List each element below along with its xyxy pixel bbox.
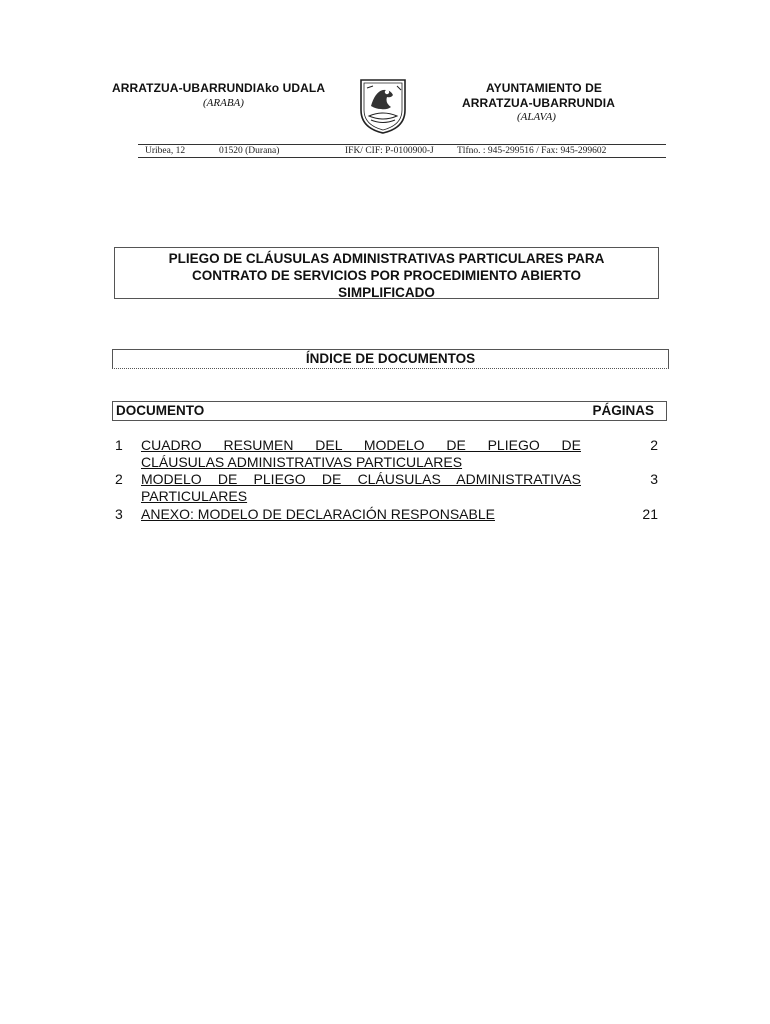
header-bottom-rule: [138, 157, 666, 158]
row-text-line: MODELO DE PLIEGO DE CLÁUSULAS ADMINISTRATIVAS: [141, 471, 581, 487]
row-text-line: PARTICULARES: [141, 488, 248, 504]
header-top-rule: [138, 144, 666, 145]
row-number: 2: [115, 471, 123, 487]
document-title-box: [114, 247, 659, 299]
municipality-name-spanish: ARRATZUA-UBARRUNDIA: [462, 96, 615, 110]
column-document: DOCUMENTO: [116, 403, 205, 418]
row-document-link[interactable]: [141, 437, 581, 471]
row-number: 3: [115, 506, 123, 522]
city-council-heading: AYUNTAMIENTO DE: [486, 81, 602, 95]
row-page: 21: [642, 506, 658, 522]
province-name-spanish: (ALAVA): [517, 111, 556, 123]
title-line-2: CONTRATO DE SERVICIOS POR PROCEDIMIENTO ABIERTO: [191, 268, 582, 283]
row-document-link[interactable]: [141, 506, 581, 523]
address-phone-fax: Tlfno. : 945-299516 / Fax: 945-299602: [457, 146, 607, 156]
coat-of-arms-logo: [357, 76, 409, 136]
row-text-line: CUADRO RESUMEN DEL MODELO DE PLIEGO DE: [141, 437, 581, 453]
index-heading: ÍNDICE DE DOCUMENTOS: [112, 349, 669, 369]
title-line-1: PLIEGO DE CLÁUSULAS ADMINISTRATIVAS PARTICULARES PARA: [168, 251, 605, 266]
column-pages: PÁGINAS: [592, 403, 654, 418]
province-name-basque: (ARABA): [203, 97, 244, 109]
row-text-line: CLÁUSULAS ADMINISTRATIVAS PARTICULARES: [141, 454, 463, 470]
address-street: Uribea, 12: [145, 146, 186, 156]
municipality-name-basque: ARRATZUA-UBARRUNDIAko UDALA: [112, 81, 326, 95]
row-document-link[interactable]: [141, 471, 581, 505]
index-column-header: [112, 401, 667, 421]
row-page: 2: [650, 437, 658, 453]
row-text-line: ANEXO: MODELO DE DECLARACIÓN RESPONSABLE: [141, 506, 495, 522]
address-cif: IFK/ CIF: P-0100900-J: [345, 146, 434, 156]
row-number: 1: [115, 437, 123, 453]
row-page: 3: [650, 471, 658, 487]
address-postal: 01520 (Durana): [219, 146, 280, 156]
title-line-3: SIMPLIFICADO: [338, 285, 435, 300]
